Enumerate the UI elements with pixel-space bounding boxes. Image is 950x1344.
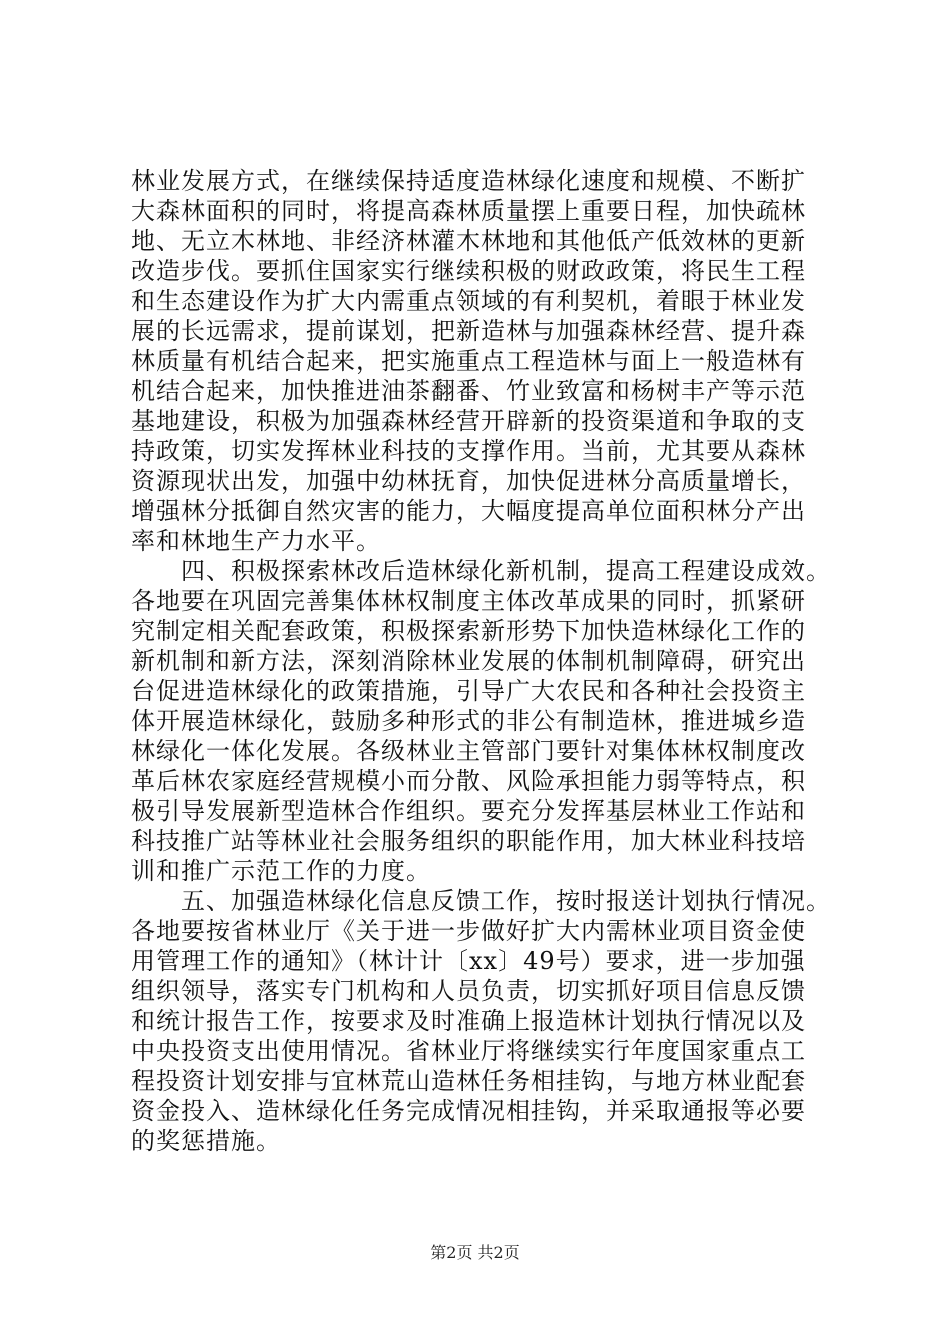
text-line: 改造步伐。要抓住国家实行继续积极的财政政策，将民生工程 [131, 257, 806, 285]
text-line: 新机制和新方法，深刻消除林业发展的体制机制障碍，研究出 [131, 647, 806, 675]
text-line: 林业发展方式，在继续保持适度造林绿化速度和规模、不断扩 [131, 167, 806, 195]
text-line: 资金投入、造林绿化任务完成情况相挂钩，并采取通报等必要 [131, 1097, 806, 1125]
text-line: 台促进造林绿化的政策措施，引导广大农民和各种社会投资主 [131, 677, 806, 705]
text-line: 和统计报告工作，按要求及时准确上报造林计划执行情况以及 [131, 1007, 806, 1035]
text-line: 和生态建设作为扩大内需重点领域的有利契机，着眼于林业发 [131, 287, 806, 315]
body-text [131, 166, 831, 1156]
section-heading-4: 四、积极探索林改后造林绿化新机制，提高工程建设成效。 [131, 557, 831, 585]
text-line: 的奖惩措施。 [131, 1127, 281, 1155]
section-heading-5: 五、加强造林绿化信息反馈工作，按时报送计划执行情况。 [131, 887, 831, 915]
text-line: 中央投资支出使用情况。省林业厅将继续实行年度国家重点工 [131, 1037, 806, 1065]
text-line: 增强林分抵御自然灾害的能力，大幅度提高单位面积林分产出 [131, 497, 806, 525]
text-line: 率和林地生产力水平。 [131, 527, 381, 555]
text-line: 程投资计划安排与宜林荒山造林任务相挂钩，与地方林业配套 [131, 1067, 806, 1095]
text-line: 地、无立木林地、非经济林灌木林地和其他低产低效林的更新 [131, 227, 806, 255]
text-line: 各地要在巩固完善集体林权制度主体改革成果的同时，抓紧研 [131, 587, 806, 615]
text-line: 各地要按省林业厅《关于进一步做好扩大内需林业项目资金使 [131, 917, 806, 945]
text-line: 展的长远需求，提前谋划，把新造林与加强森林经营、提升森 [131, 317, 806, 345]
text-line: 组织领导，落实专门机构和人员负责，切实抓好项目信息反馈 [131, 977, 806, 1005]
text-line: 用管理工作的通知》（林计计〔xx〕49号）要求，进一步加强 [131, 947, 806, 975]
text-line: 资源现状出发，加强中幼林抚育，加快促进林分高质量增长， [131, 467, 806, 495]
page-number-footer: 第2页 共2页 [430, 1243, 520, 1262]
text-line: 基地建设，积极为加强森林经营开辟新的投资渠道和争取的支 [131, 407, 806, 435]
text-line: 林质量有机结合起来，把实施重点工程造林与面上一般造林有 [131, 347, 806, 375]
text-line: 革后林农家庭经营规模小而分散、风险承担能力弱等特点，积 [131, 767, 806, 795]
text-line: 科技推广站等林业社会服务组织的职能作用，加大林业科技培 [131, 827, 806, 855]
text-line: 林绿化一体化发展。各级林业主管部门要针对集体林权制度改 [131, 737, 806, 765]
text-line: 体开展造林绿化，鼓励多种形式的非公有制造林，推进城乡造 [131, 707, 806, 735]
text-line: 训和推广示范工作的力度。 [131, 857, 431, 885]
text-line: 持政策，切实发挥林业科技的支撑作用。当前，尤其要从森林 [131, 437, 806, 465]
text-line: 极引导发展新型造林合作组织。要充分发挥基层林业工作站和 [131, 797, 806, 825]
text-line: 机结合起来，加快推进油茶翻番、竹业致富和杨树丰产等示范 [131, 377, 806, 405]
text-line: 究制定相关配套政策，积极探索新形势下加快造林绿化工作的 [131, 617, 806, 645]
text-line: 大森林面积的同时，将提高森林质量摆上重要日程，加快疏林 [131, 197, 806, 225]
